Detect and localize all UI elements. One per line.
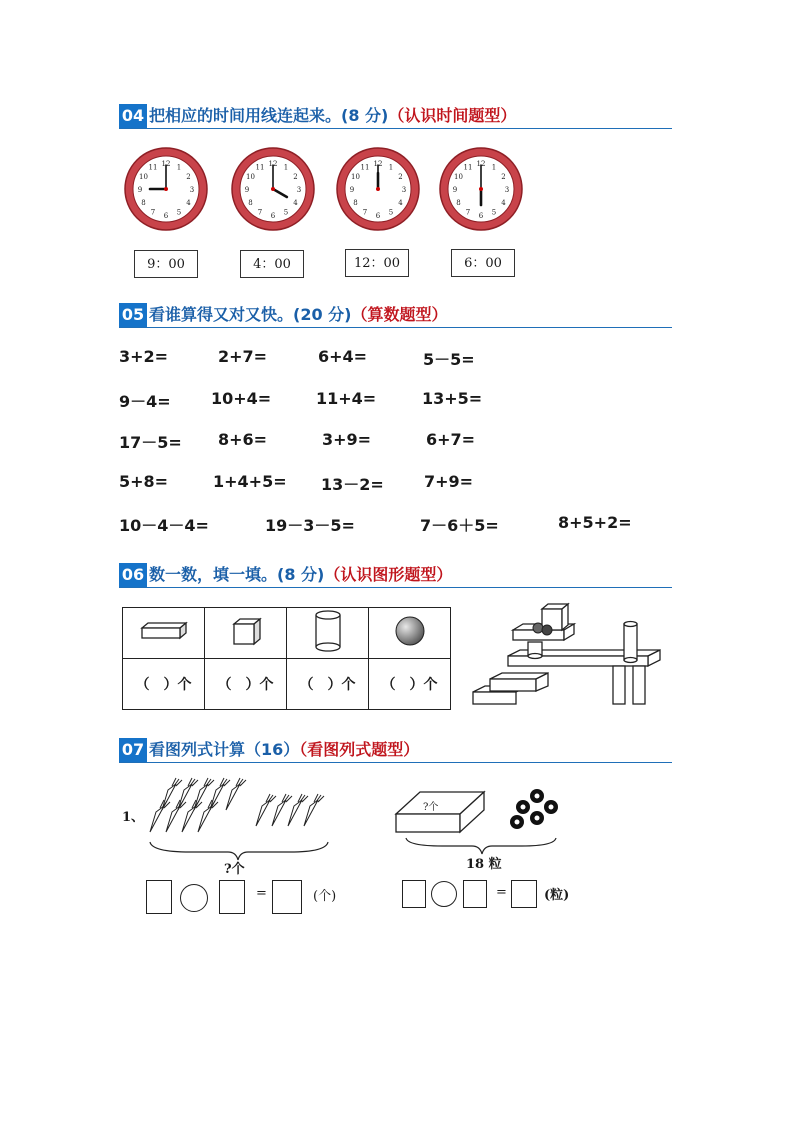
count-cell[interactable]: （ ）个 [369, 659, 451, 710]
title-tag: （认识时间题型） [388, 106, 517, 125]
svg-text:6: 6 [270, 212, 276, 220]
svg-text:5: 5 [388, 208, 394, 217]
equals-sign: = [496, 885, 507, 900]
section-number: 07 [119, 738, 147, 762]
svg-text:10: 10 [246, 173, 255, 181]
section-04-header [119, 104, 672, 129]
svg-text:3: 3 [189, 186, 195, 194]
equation: 13－2= [321, 475, 384, 494]
clock-face [122, 145, 210, 233]
svg-text:3: 3 [296, 186, 302, 194]
svg-text:12: 12 [161, 160, 171, 168]
equation: 10+4= [211, 389, 272, 408]
time-box-4: 6：00 [451, 249, 515, 277]
svg-text:12: 12 [268, 160, 278, 168]
title-tag: （算数题型） [351, 305, 448, 324]
svg-text:1: 1 [176, 163, 182, 172]
equation: 8+5+2= [558, 513, 632, 532]
cylinder-icon [310, 608, 346, 654]
box-and-beads-illustration [392, 780, 577, 860]
equation: 2+7= [218, 347, 268, 366]
equation: 7+9= [424, 472, 474, 491]
svg-text:6: 6 [163, 212, 169, 220]
equation: 5－5= [423, 350, 475, 369]
equation: 1+4+5= [213, 472, 287, 491]
section-title [149, 303, 447, 327]
svg-text:4: 4 [398, 199, 403, 207]
svg-text:10: 10 [454, 173, 463, 181]
section-number: 05 [119, 303, 147, 327]
answer-box[interactable] [219, 880, 245, 914]
svg-text:6: 6 [478, 212, 484, 220]
section-number: 06 [119, 563, 147, 587]
svg-text:7: 7 [150, 208, 156, 217]
svg-text:10: 10 [139, 173, 148, 181]
clock-face [437, 145, 525, 233]
title-tag: （认识图形题型） [324, 565, 453, 584]
svg-text:5: 5 [283, 208, 289, 217]
equation: 13+5= [422, 389, 483, 408]
shape-count-table [122, 607, 451, 710]
svg-text:1: 1 [283, 163, 289, 172]
block-structure-illustration [468, 600, 668, 712]
equation: 6+7= [426, 430, 476, 449]
right-total-label: 18 粒 [466, 857, 502, 872]
box-label: ?个 [423, 802, 439, 813]
section-title [149, 738, 419, 762]
unit-label: (个) [313, 889, 337, 904]
section-title [149, 563, 452, 587]
count-cell[interactable]: （ ）个 [287, 659, 369, 710]
title-tag: （看图列式题型） [299, 740, 420, 759]
result-box[interactable] [511, 880, 537, 908]
svg-text:2: 2 [293, 173, 298, 181]
operator-circle[interactable] [431, 881, 457, 907]
answer-box[interactable] [146, 880, 172, 914]
cylinder-cell [287, 608, 369, 659]
svg-text:2: 2 [398, 173, 403, 181]
svg-text:4: 4 [501, 199, 506, 207]
title-text: 看谁算得又对又快。(20 分) [149, 305, 352, 324]
svg-text:8: 8 [141, 199, 146, 207]
svg-text:10: 10 [351, 173, 360, 181]
count-cell[interactable]: （ ）个 [205, 659, 287, 710]
svg-text:8: 8 [353, 199, 358, 207]
equation: 19－3－5= [265, 516, 355, 535]
operator-circle[interactable] [180, 884, 208, 912]
svg-text:7: 7 [362, 208, 368, 217]
answer-box[interactable] [402, 880, 426, 908]
equals-sign: = [256, 886, 267, 901]
equation: 7－6＋5= [420, 516, 499, 535]
svg-text:6: 6 [375, 212, 381, 220]
cuboid-icon [134, 616, 194, 646]
svg-text:3: 3 [504, 186, 510, 194]
svg-text:3: 3 [401, 186, 407, 194]
cuboid-cell [123, 608, 205, 659]
svg-text:9: 9 [137, 186, 143, 194]
item-label: 1、 [122, 810, 145, 825]
section-07-header [119, 738, 672, 763]
time-box-2: 4：00 [240, 250, 304, 278]
title-text: 数一数，填一填。(8 分) [149, 565, 325, 584]
svg-text:9: 9 [349, 186, 355, 194]
svg-text:2: 2 [501, 173, 506, 181]
svg-text:1: 1 [491, 163, 497, 172]
svg-text:7: 7 [257, 208, 263, 217]
time-box-3: 12：00 [345, 249, 409, 277]
svg-text:9: 9 [244, 186, 250, 194]
title-text: 把相应的时间用线连起来。(8 分) [149, 106, 389, 125]
equation: 9－4= [119, 392, 171, 411]
cube-icon [226, 614, 266, 648]
svg-text:8: 8 [456, 199, 461, 207]
svg-text:5: 5 [176, 208, 182, 217]
equation: 17－5= [119, 433, 182, 452]
title-text: 看图列式计算（16） [149, 740, 300, 759]
svg-text:9: 9 [452, 186, 458, 194]
svg-text:4: 4 [293, 199, 298, 207]
svg-text:11: 11 [463, 163, 473, 172]
equation: 3+9= [322, 430, 372, 449]
svg-text:4: 4 [186, 199, 191, 207]
sphere-icon [390, 613, 430, 649]
cube-cell [205, 608, 287, 659]
count-cell[interactable]: （ ）个 [123, 659, 205, 710]
svg-text:11: 11 [148, 163, 158, 172]
equation: 10－4－4= [119, 516, 209, 535]
left-total-label: ?个 [224, 862, 245, 877]
equation: 5+8= [119, 472, 169, 491]
unit-label: (粒) [544, 888, 570, 903]
sphere-cell [369, 608, 451, 659]
svg-text:7: 7 [465, 208, 471, 217]
equation: 6+4= [318, 347, 368, 366]
section-05-header [119, 303, 672, 328]
carrots-illustration [140, 772, 340, 862]
svg-text:8: 8 [248, 199, 253, 207]
equation: 3+2= [119, 347, 169, 366]
time-box-1: 9：00 [134, 250, 198, 278]
result-box[interactable] [272, 880, 302, 914]
section-title [149, 104, 516, 128]
clock-face [334, 145, 422, 233]
section-06-header [119, 563, 672, 588]
section-number: 04 [119, 104, 147, 128]
svg-text:11: 11 [255, 163, 265, 172]
equation: 8+6= [218, 430, 268, 449]
clock-face [229, 145, 317, 233]
answer-box[interactable] [463, 880, 487, 908]
svg-text:11: 11 [360, 163, 370, 172]
svg-text:2: 2 [186, 173, 191, 181]
svg-text:5: 5 [491, 208, 497, 217]
svg-text:1: 1 [388, 163, 394, 172]
svg-text:12: 12 [476, 160, 486, 168]
svg-text:12: 12 [373, 160, 383, 168]
equation: 11+4= [316, 389, 377, 408]
